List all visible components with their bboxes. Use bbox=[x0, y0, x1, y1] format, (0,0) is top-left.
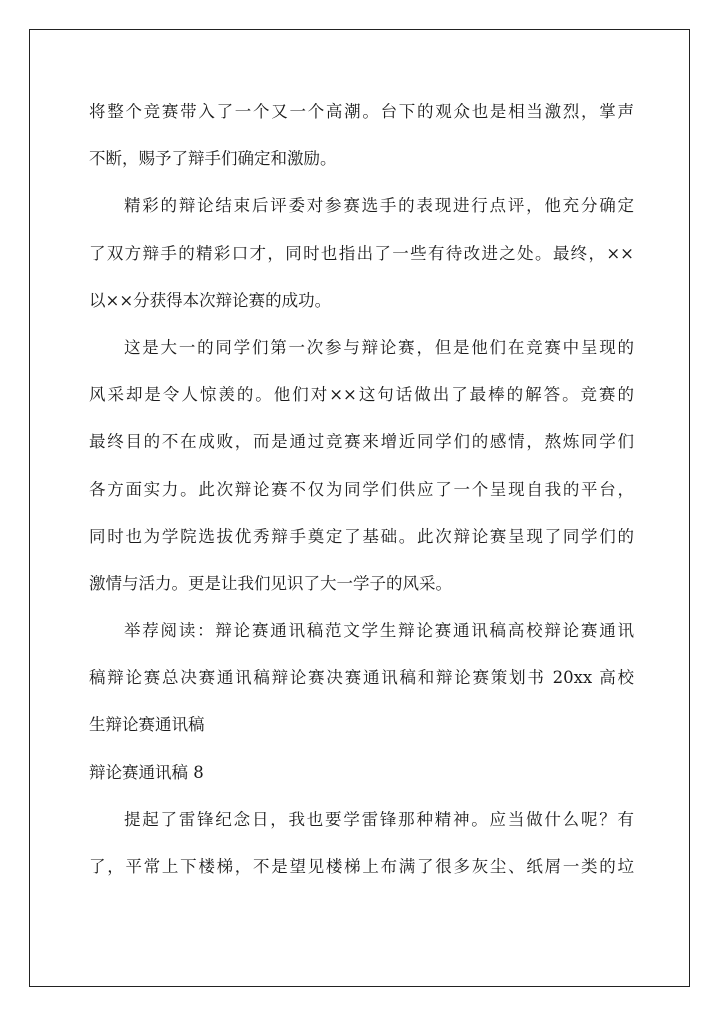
paragraph-line: 将整个竞赛带入了一个又一个高潮。台下的观众也是相当激烈，掌声 bbox=[89, 102, 634, 121]
paragraph-line: 以××分获得本次辩论赛的成功。 bbox=[89, 290, 332, 310]
paragraph-line: 不断，赐予了辩手们确定和激励。 bbox=[89, 149, 337, 169]
paragraph-line: 最终目的不在成败，而是通过竞赛来增近同学们的感情，熬炼同学们 bbox=[89, 432, 634, 452]
document-body bbox=[89, 88, 634, 890]
section-heading: 辩论赛通讯稿 8 bbox=[89, 762, 204, 782]
paragraph-line: 提起了雷锋纪念日，我也要学雷锋那种精神。应当做什么呢？有 bbox=[124, 809, 634, 829]
paragraph-line: 风采却是令人惊羡的。他们对××这句话做出了最棒的解答。竞赛的 bbox=[89, 385, 634, 405]
paragraph-line: 这是大一的同学们第一次参与辩论赛，但是他们在竞赛中呈现的 bbox=[124, 337, 634, 357]
paragraph-line: 精彩的辩论结束后评委对参赛选手的表现进行点评，他充分确定 bbox=[124, 196, 634, 216]
paragraph-line: 稿辩论赛总决赛通讯稿辩论赛决赛通讯稿和辩论赛策划书 20xx 高校 bbox=[89, 668, 634, 688]
paragraph-line: 生辩论赛通讯稿 bbox=[89, 715, 205, 735]
paragraph-line: 了，平常上下楼梯，不是望见楼梯上布满了很多灰尘、纸屑一类的垃 bbox=[89, 857, 634, 876]
paragraph-line: 各方面实力。此次辩论赛不仅为同学们供应了一个呈现自我的平台， bbox=[89, 479, 634, 499]
paragraph-line: 举荐阅读：辩论赛通讯稿范文学生辩论赛通讯稿高校辩论赛通讯 bbox=[124, 621, 634, 641]
paragraph-line: 同时也为学院选拔优秀辩手奠定了基础。此次辩论赛呈现了同学们的 bbox=[89, 526, 634, 546]
paragraph-line: 了双方辩手的精彩口才，同时也指出了一些有待改进之处。最终，×× bbox=[89, 243, 634, 263]
paragraph-line: 激情与活力。更是让我们见识了大一学子的风采。 bbox=[89, 573, 452, 593]
